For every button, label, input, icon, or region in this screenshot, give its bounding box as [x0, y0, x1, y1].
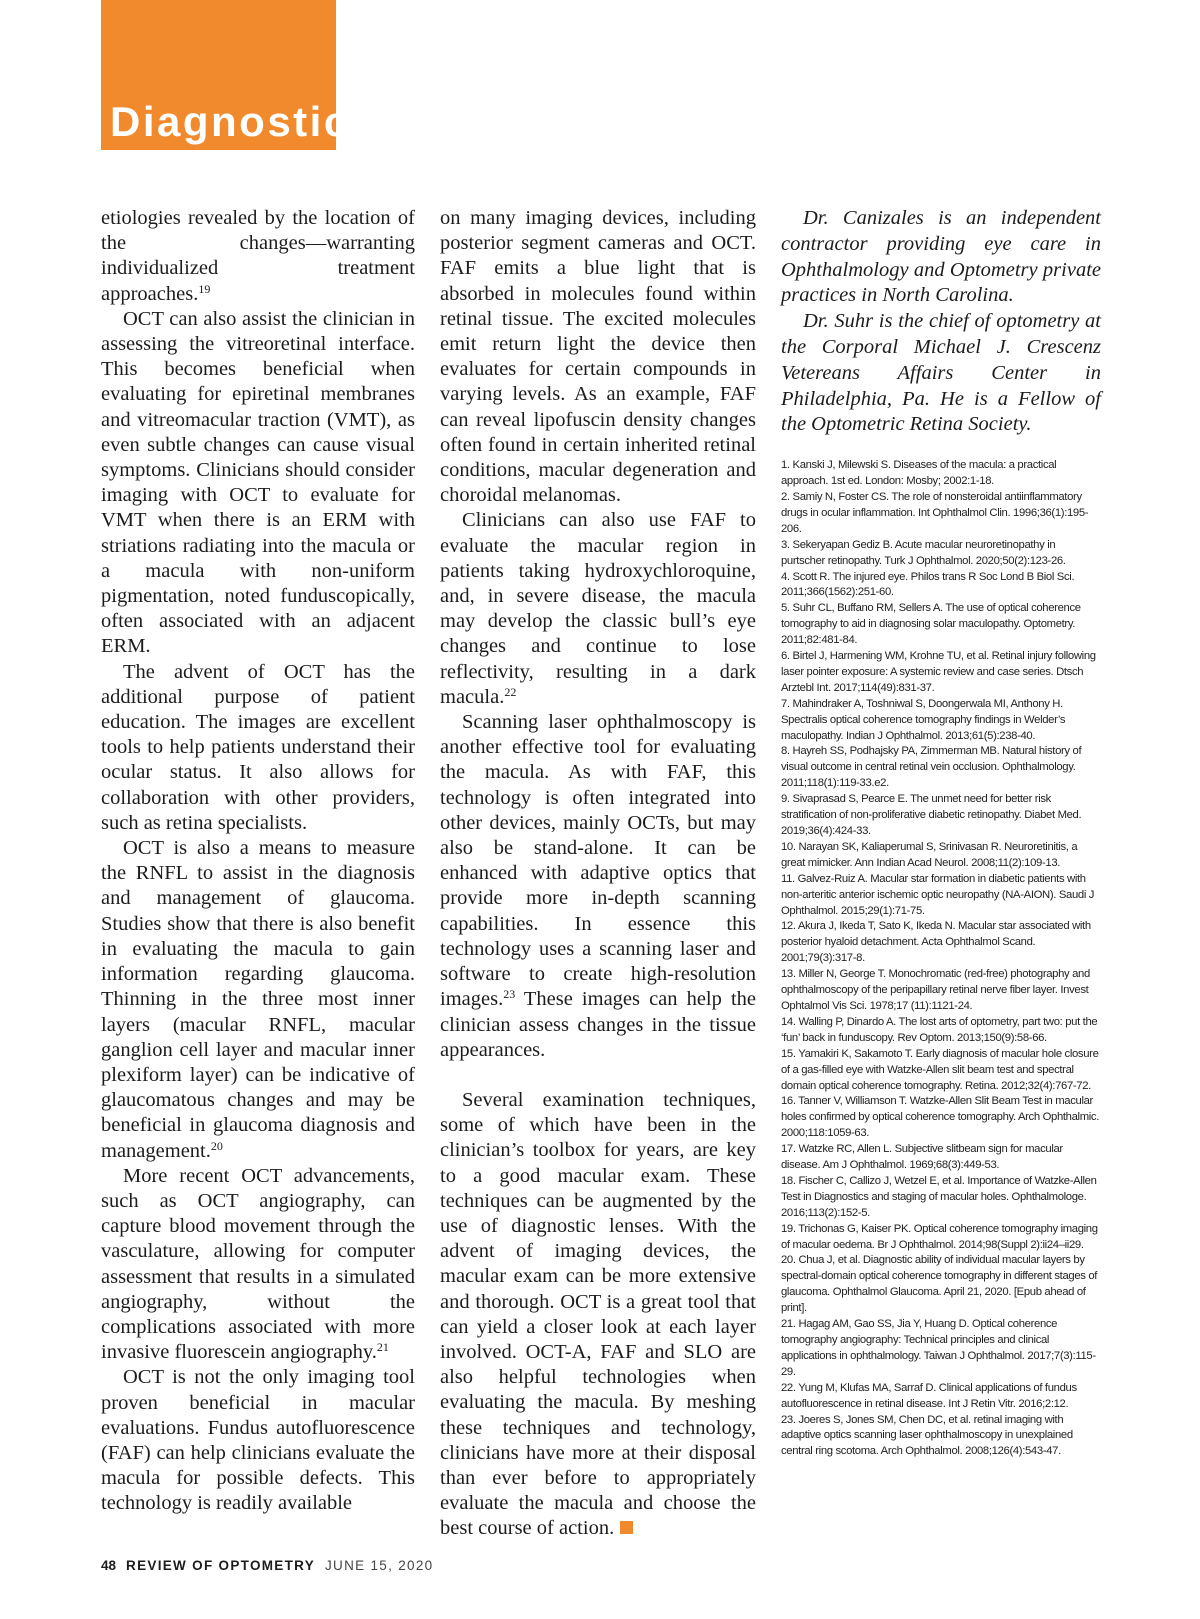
reference-item: 2. Samiy N, Foster CS. The role of nonsteroidal antiinflammatory drugs in ocular inflammation. Int Ophthalmol Clin. 1996;36(1):195-206.: [781, 490, 1089, 535]
author-bio: Dr. Suhr is the chief of optometry at the Corporal Michael J. Crescenz Vetereans Affairs Center in Philadelphia, Pa. He is a Fellow of the Optometric Retina Society.: [781, 310, 1101, 436]
paragraph: OCT is also a means to measure the RNFL to assist in the diagnosis and management of glaucoma. Studies show that there is also benefit in evaluating the macula to gain information regarding glaucoma. Thinning in the three most inner layers (macular RNFL, macular ganglion cell layer and macular inner plexiform layer) can be indicative of glaucomatous changes and may be beneficial in glaucoma diagnosis and management.$^{20}$: [101, 837, 415, 1162]
reference-item: 15. Yamakiri K, Sakamoto T. Early diagnosis of macular hole closure of a gas-filled eye with Watzke-Allen slit beam test and spectral domain optical coherence tomography. Retina. 2012;32(4):767-72.: [781, 1047, 1099, 1092]
reference-item: 1. Kanski J, Milewski S. Diseases of the macula: a practical approach. 1st ed. London: Mosby; 2002:1-18.: [781, 459, 1057, 488]
paragraph: etiologies revealed by the location of the changes—warranting individualized treatment approaches.$^{19}$: [101, 207, 415, 305]
paragraph: More recent OCT advancements, such as OCT angiography, can capture blood movement through the vasculature, allowing for computer assessment that results in a simulated angiography, without the complications associated with more invasive fluorescein angiography.$^{21}$: [101, 1164, 415, 1364]
reference-item: 5. Suhr CL, Buffano RM, Sellers A. The use of optical coherence tomography to aid in diagnosing solar maculopathy. Optometry. 2011;82:481-84.: [781, 602, 1081, 647]
bio-and-references-column: [781, 206, 1101, 1460]
citation: 22: [504, 684, 517, 699]
author-bio: Dr. Canizales is an independent contractor providing eye care in Ophthalmology and Optometry private practices in North Carolina.: [781, 207, 1101, 307]
page-footer: [101, 1558, 433, 1573]
paragraph: OCT can also assist the clinician in assessing the vitreoretinal interface. This becomes beneficial when evaluating for epiretinal membranes and vitreomacular traction (VMT), as even subtle changes can cause visual symptoms. Clinicians should consider imaging with OCT to evaluate for VMT when there is an ERM with striations radiating into the macula or a macula with non-uniform pigmentation, noted funduscopically, often associated with an adjacent ERM.: [101, 307, 415, 658]
references-list: [781, 458, 1101, 1460]
reference-item: 14. Walling P, Dinardo A. The lost arts of optometry, part two: put the ‘fun’ back in funduscopy. Rev Optom. 2013;150(9):58-66.: [781, 1015, 1098, 1044]
reference-item: 21. Hagag AM, Gao SS, Jia Y, Huang D. Optical coherence tomography angiography: Technical principles and clinical applications in ophthalmology. Taiwan J Ophthalmol. 2017;7(3):115-29.: [781, 1318, 1096, 1378]
reference-item: 8. Hayreh SS, Podhajsky PA, Zimmerman MB. Natural history of visual outcome in central retinal vein occlusion. Ophthalmology. 2011;118(1):119-33.e2.: [781, 745, 1082, 790]
end-of-article-square-icon: [620, 1521, 633, 1534]
paragraph: The advent of OCT has the additional purpose of patient education. The images are excellent tools to help patients understand their ocular status. It also allows for collaboration with other providers, such as retina specialists.: [101, 660, 415, 834]
section-title: Diagnostics: [110, 98, 376, 145]
body-column-2: [440, 206, 756, 1542]
reference-item: 3. Sekeryapan Gediz B. Acute macular neuroretinopathy in purtscher retinopathy. Turk J Ophthalmol. 2020;50(2):123-26.: [781, 538, 1066, 567]
paragraph: Clinicians can also use FAF to evaluate the macular region in patients taking hydroxychloroquine, and, in severe disease, the macula may develop the classic bull’s eye changes and continue to lose reflectivity, resulting in a dark macula.$^{22}$: [440, 509, 756, 708]
reference-item: 11. Galvez-Ruiz A. Macular star formation in diabetic patients with non-arteritic anterior ischemic optic neuropathy (NA-AION). Saudi J Ophthalmol. 2015;29(1):71-75.: [781, 872, 1095, 917]
magazine-name: REVIEW OF OPTOMETRY: [126, 1558, 315, 1573]
reference-item: 20. Chua J, et al. Diagnostic ability of individual macular layers by spectral-domain optical coherence tomography in different stages of glaucoma. Ophthalmol Glaucoma. April 21, 2020. [Epub ahead of print].: [781, 1254, 1098, 1315]
reference-item: 22. Yung M, Klufas MA, Sarraf D. Clinical applications of fundus autofluorescence in retinal disease. Int J Retin Vitr. 2016;2:12.: [781, 1381, 1077, 1410]
reference-item: 7. Mahindraker A, Toshniwal S, Doongerwala MI, Anthony H. Spectralis optical coherence tomography findings in Welder’s maculopathy. Indian J Ophthalmol. 2013;61(5):238-40.: [781, 697, 1066, 742]
page-number: 48: [101, 1558, 117, 1573]
body-column-1: [101, 206, 415, 1517]
reference-item: 10. Narayan SK, Kaliaperumal S, Srinivasan R. Neuroretinitis, a great mimicker. Ann Indian Acad Neurol. 2008;11(2):109-13.: [781, 840, 1078, 869]
citation: 23: [503, 987, 516, 1002]
paragraph: OCT is not the only imaging tool proven beneficial in macular evaluations. Fundus autofluorescence (FAF) can help clinicians evaluate the macula for possible defects. This technology is readily available: [101, 1366, 415, 1515]
citation: 21: [376, 1340, 389, 1355]
paragraph: Scanning laser ophthalmoscopy is another effective tool for evaluating the macula. As with FAF, this technology is often integrated into other devices, mainly OCTs, but may also be stand-alone. It can be enhanced with adaptive optics that provide more in-depth scanning capabilities. In essence this technology uses a scanning laser and software to create high-resolution images.$^{23}$ These images can help the clinician assess changes in the tissue appearances.: [440, 711, 756, 1061]
paragraph: on many imaging devices, including posterior segment cameras and OCT. FAF emits a blue light that is absorbed in molecules found within retinal tissue. The excited molecules emit return light the device then evaluates for certain compounds in varying levels. As an example, FAF can reveal lipofuscin density changes often found in certain inherited retinal conditions, macular degeneration and choroidal melanomas.: [440, 207, 756, 507]
reference-item: 23. Joeres S, Jones SM, Chen DC, et al. retinal imaging with adaptive optics scanning laser ophthalmoscopy in unexplained central ring scotoma. Arch Ophthalmol. 2008;126(4):543-47.: [781, 1413, 1073, 1458]
reference-item: 18. Fischer C, Callizo J, Wetzel E, et al. Importance of Watzke-Allen Test in Diagnostics and staging of macular holes. Ophthalmologe. 2016;113(2):152-5.: [781, 1174, 1097, 1219]
reference-item: 9. Sivaprasad S, Pearce E. The unmet need for better risk stratification of non-proliferative diabetic retinopathy. Diabet Med. 2019;36(4):424-33.: [781, 793, 1082, 838]
paragraph: Several examination techniques, some of which have been in the clinician’s toolbox for years, are key to a good macular exam. These techniques can be augmented by the use of diagnostic lenses. With the advent of imaging devices, the macular exam can be more extensive and thorough. OCT is a great tool that can yield a closer look at each layer involved. OCT-A, FAF and SLO are also helpful technologies when evaluating the macula. By meshing these techniques and technology, clinicians have more at their disposal than ever before to appropriately evaluate the macula and choose the best course of action.: [440, 1088, 756, 1540]
reference-item: 13. Miller N, George T. Monochromatic (red-free) photography and ophthalmoscopy of the peripapillary retinal nerve fiber layer. Invest Ophtalmol Vis Sci. 1978;17 (11):1121-24.: [781, 968, 1090, 1012]
reference-item: 16. Tanner V, Williamson T. Watzke-Allen Slit Beam Test in macular holes confirmed by optical coherence tomography. Arch Ophthalmic. 2000;118:1059-63.: [781, 1095, 1100, 1140]
issue-date: JUNE 15, 2020: [325, 1558, 434, 1573]
reference-item: 12. Akura J, Ikeda T, Sato K, Ikeda N. Macular star associated with posterior hyaloid detachment. Acta Ophthalmol Scand. 2001;79(3):317-8.: [781, 920, 1091, 965]
reference-item: 19. Trichonas G, Kaiser PK. Optical coherence tomography imaging of macular oedema. Br J Ophthalmol. 2014;98(Suppl 2):ii24–ii29.: [781, 1222, 1098, 1251]
citation: 19: [198, 281, 211, 296]
citation: 20: [210, 1138, 223, 1153]
reference-item: 4. Scott R. The injured eye. Philos trans R Soc Lond B Biol Sci. 2011;366(1562):251-60.: [781, 570, 1075, 599]
reference-item: 17. Watzke RC, Allen L. Subjective slitbeam sign for macular disease. Am J Ophthalmol. 1969;68(3):449-53.: [781, 1143, 1063, 1172]
reference-item: 6. Birtel J, Harmening WM, Krohne TU, et al. Retinal injury following laser pointer exposure: A systemic review and case series. Dtsch Arztebl Int. 2017;114(49):831-37.: [781, 650, 1096, 694]
